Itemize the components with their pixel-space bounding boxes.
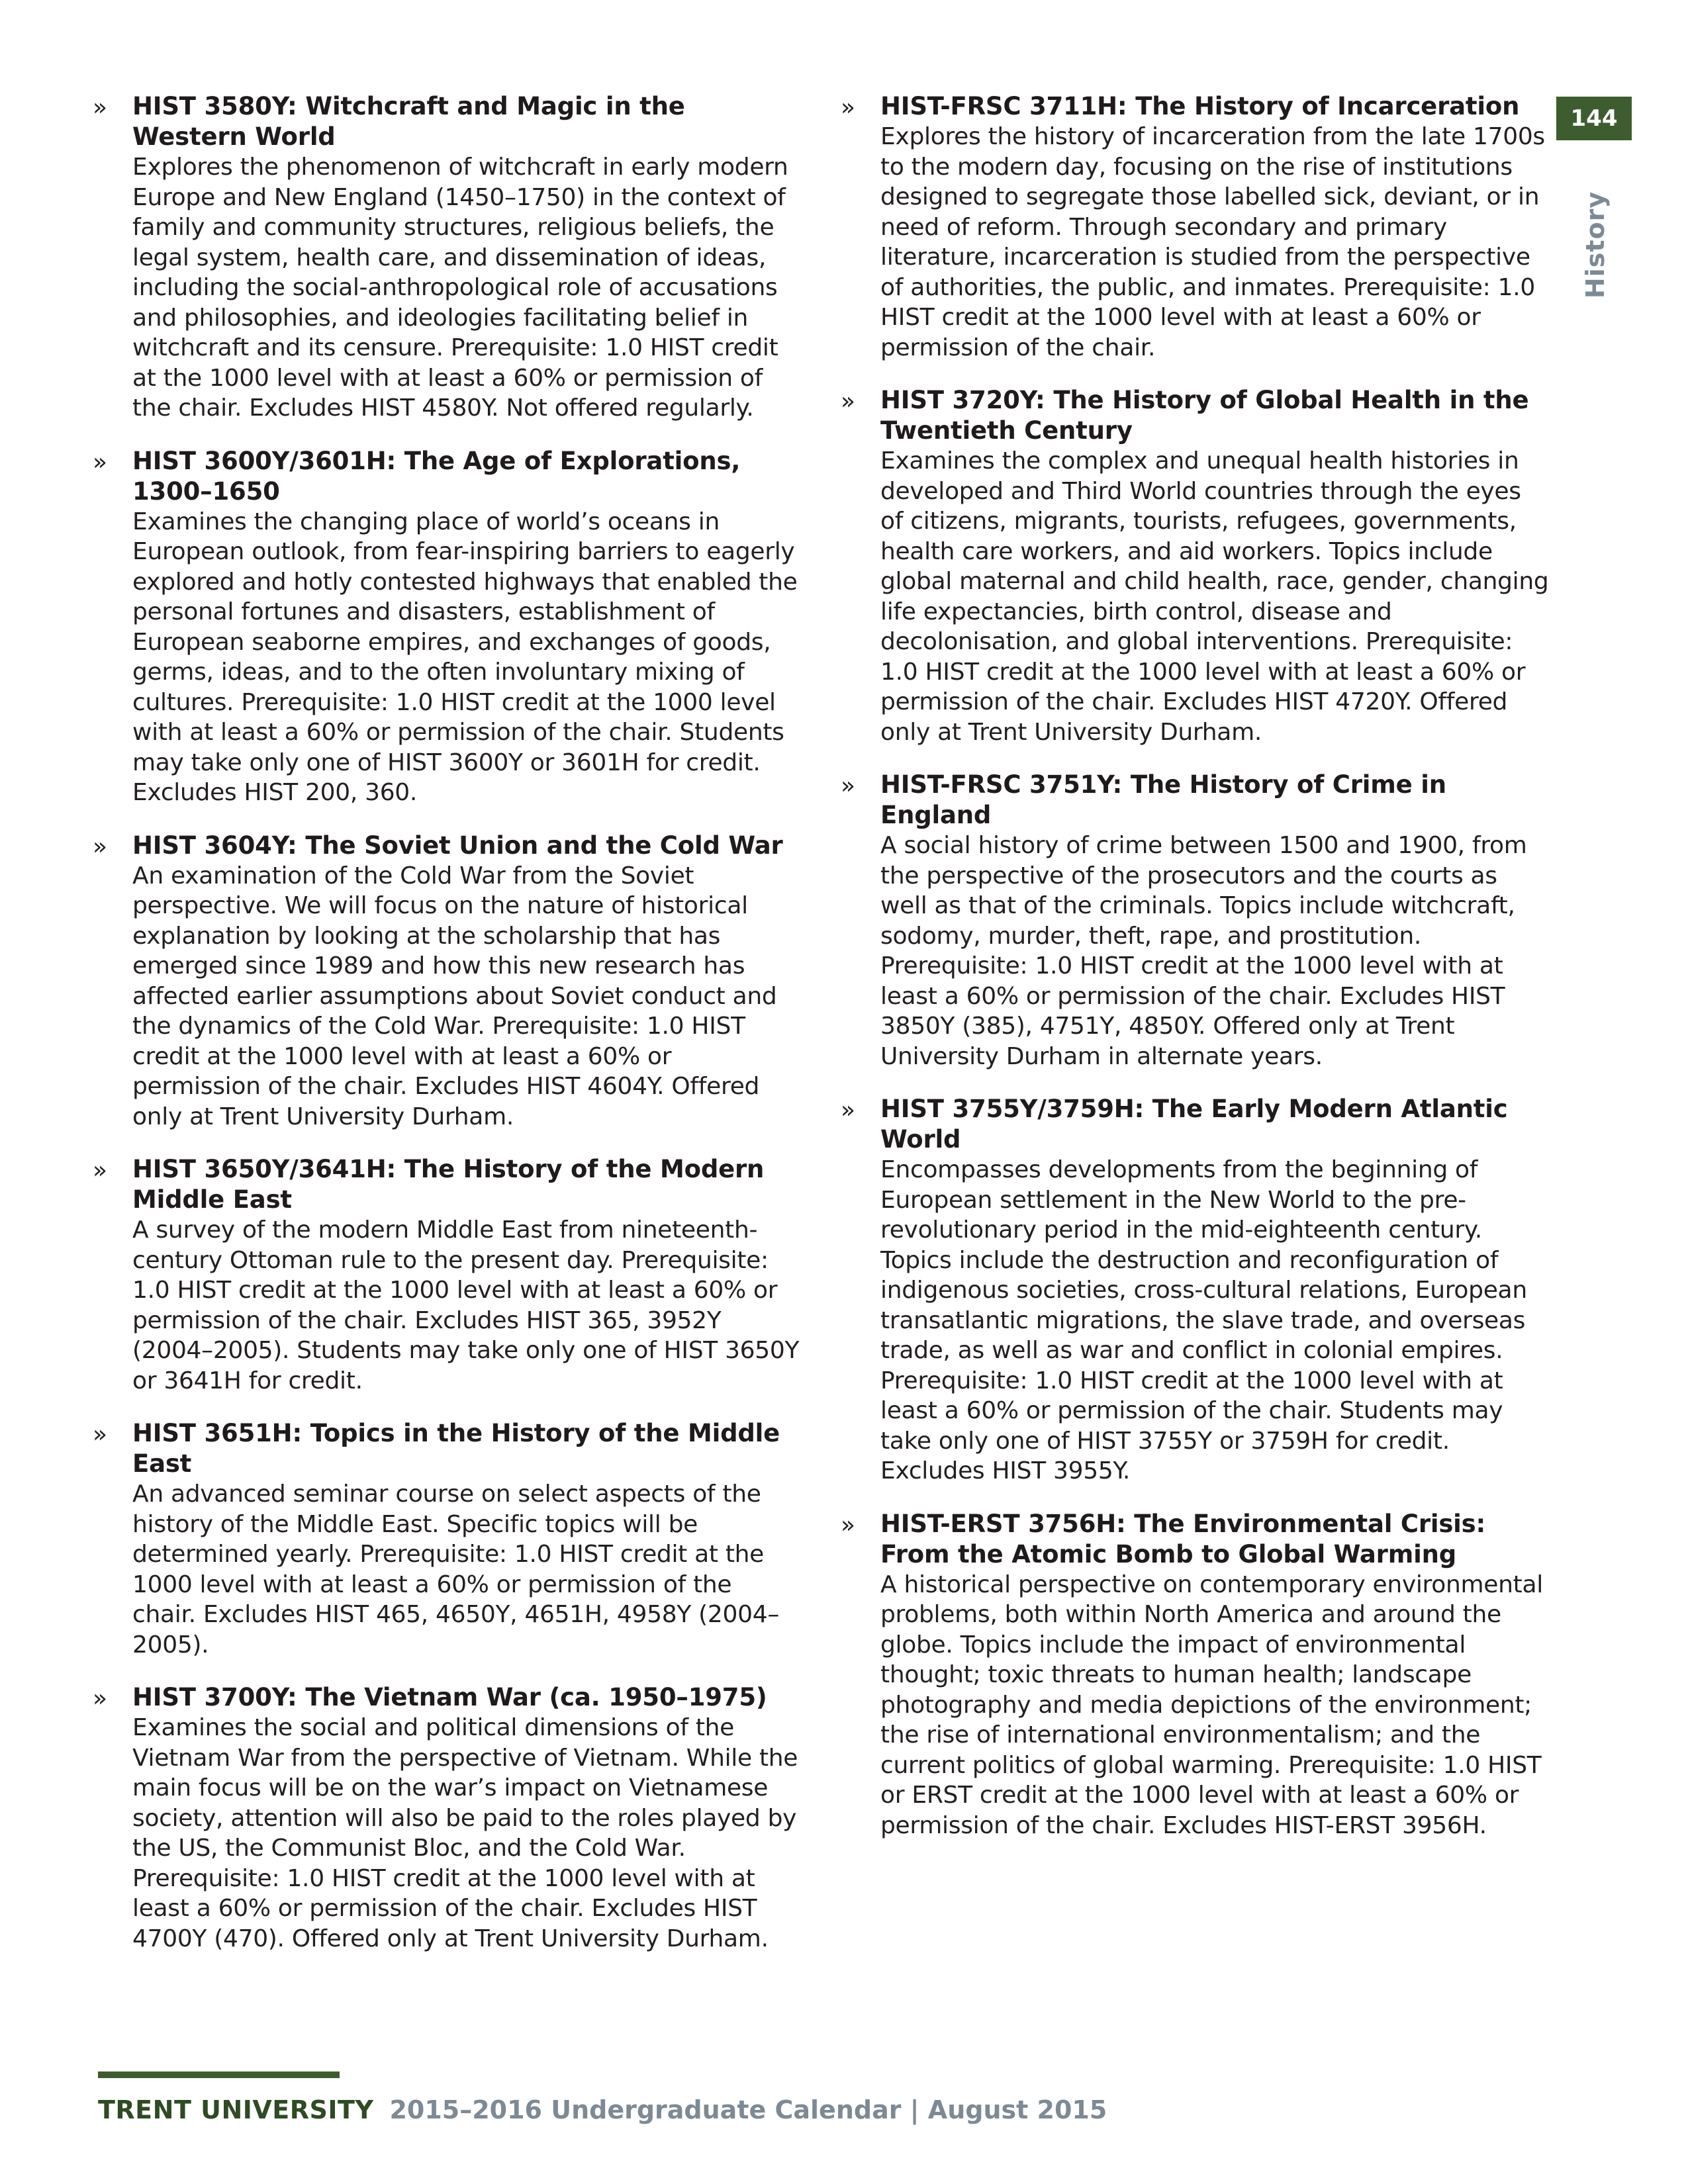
course-title: HIST 3580Y: Witchcraft and Magic in the Western World	[132, 92, 685, 151]
bullet-icon: »	[841, 94, 856, 121]
course-description: Explores the history of incarceration from the late 1700s to the modern day, focusing on the rise of institutions designed to segregate those labelled sick, deviant, or in need of reform. Through secondary and primary literature, incarceration is studied from the perspective of authorities, the public, and inmates. Prerequisite: 1.0 HIST credit at the 1000 level with at least a 60% or permission of the chair.	[880, 123, 1545, 361]
course-title: HIST 3604Y: The Soviet Union and the Cold War	[132, 831, 783, 860]
footer-rule	[98, 2071, 340, 2078]
course-entry	[93, 91, 801, 424]
footer-university: TRENT UNIVERSITY	[98, 2095, 374, 2124]
course-description: Examines the social and political dimensions of the Vietnam War from the perspective of Vietnam. While the main focus will be on the war’s impact on Vietnamese society, attention will also be paid to the roles played by the US, the Communist Bloc, and the Cold War. Prerequisite: 1.0 HIST credit at the 1000 level with at least a 60% or permission of the chair. Excludes HIST 4700Y (470). Offered only at Trent University Durham.	[132, 1714, 798, 1952]
bullet-icon: »	[93, 448, 108, 476]
course-entry	[841, 385, 1549, 747]
section-tab-label: History	[1581, 191, 1610, 299]
course-entry	[841, 770, 1549, 1071]
course-entry	[841, 1509, 1549, 1841]
course-description: A historical perspective on contemporary environmental problems, both within North America and around the globe. Topics include the impact of environmental thought; toxic threats to human health; landscape photography and media depictions of the environment; the rise of international environmentalism; and the current politics of global warming. Prerequisite: 1.0 HIST or ERST credit at the 1000 level with at least a 60% or permission of the chair. Excludes HIST-ERST 3956H.	[880, 1570, 1543, 1839]
bullet-icon: »	[841, 1097, 856, 1124]
footer	[98, 2090, 1107, 2130]
course-description: Examines the complex and unequal health histories in developed and Third World countries through the eyes of citizens, migrants, tourists, refugees, governments, health care workers, and aid workers. Topics include global maternal and child health, race, gender, changing life expectancies, birth control, disease and decolonisation, and global interventions. Prerequisite: 1.0 HIST credit at the 1000 level with at least a 60% or permission of the chair. Excludes HIST 4720Y. Offered only at Trent University Durham.	[880, 447, 1549, 746]
course-title: HIST 3755Y/3759H: The Early Modern Atlantic World	[880, 1095, 1508, 1154]
left-column	[93, 91, 801, 1976]
bullet-icon: »	[93, 833, 108, 860]
course-title: HIST 3600Y/3601H: The Age of Explorations, 1300–1650	[132, 446, 741, 506]
course-description: An advanced seminar course on select aspects of the history of the Middle East. Specific topics will be determined yearly. Prerequisite: 1.0 HIST credit at the 1000 level with at least a 60% or permission of the chair. Excludes HIST 465, 4650Y, 4651H, 4958Y (2004–2005).	[132, 1480, 780, 1659]
course-entry	[841, 1094, 1549, 1486]
course-title: HIST 3650Y/3641H: The History of the Modern Middle East	[132, 1155, 765, 1214]
course-description: Examines the changing place of world’s oceans in European outlook, from fear-inspiring barriers to eagerly explored and hotly contested highways that enabled the personal fortunes and disasters, establishment of European seaborne empires, and exchanges of goods, germs, ideas, and to the often involuntary mixing of cultures. Prerequisite: 1.0 HIST credit at the 1000 level with at least a 60% or permission of the chair. Students may take only one of HIST 3600Y or 3601H for credit. Excludes HIST 200, 360.	[132, 508, 798, 806]
course-entry	[841, 91, 1549, 363]
bullet-icon: »	[93, 1685, 108, 1712]
bullet-icon: »	[841, 1511, 856, 1539]
course-description: An examination of the Cold War from the Soviet perspective. We will focus on the nature of historical explanation by looking at the scholarship that has emerged since 1989 and how this new research has affected earlier assumptions about Soviet conduct and the dynamics of the Cold War. Prerequisite: 1.0 HIST credit at the 1000 level with at least a 60% or permission of the chair. Excludes HIST 4604Y. Offered only at Trent University Durham.	[132, 862, 777, 1130]
course-entry	[93, 1418, 801, 1660]
course-entry	[93, 1682, 801, 1954]
course-title: HIST 3700Y: The Vietnam War (ca. 1950–1975)	[132, 1683, 767, 1711]
bullet-icon: »	[93, 1157, 108, 1184]
course-entry	[93, 1154, 801, 1396]
course-title: HIST-FRSC 3711H: The History of Incarceration	[880, 92, 1520, 120]
page-number-badge: 144	[1556, 97, 1632, 140]
course-description: A survey of the modern Middle East from nineteenth-century Ottoman rule to the present day. Prerequisite: 1.0 HIST credit at the 1000 level with at least a 60% or permission of the chair. Excludes HIST 365, 3952Y (2004–2005). Students may take only one of HIST 3650Y or 3641H for credit.	[132, 1216, 800, 1394]
course-description: Explores the phenomenon of witchcraft in early modern Europe and New England (1450–1750) in the context of family and community structures, religious beliefs, the legal system, health care, and dissemination of ideas, including the social-anthropological role of accusations and philosophies, and ideologies facilitating belief in witchcraft and its censure. Prerequisite: 1.0 HIST credit at the 1000 level with at least a 60% or permission of the chair. Excludes HIST 4580Y. Not offered regularly.	[132, 154, 788, 422]
right-column	[841, 91, 1549, 1863]
course-title: HIST 3651H: Topics in the History of the Middle East	[132, 1419, 780, 1478]
course-title: HIST 3720Y: The History of Global Health in the Twentieth Century	[880, 386, 1529, 445]
course-title: HIST-ERST 3756H: The Environmental Crisis: From the Atomic Bomb to Global Warming	[880, 1509, 1486, 1569]
course-title: HIST-FRSC 3751Y: The History of Crime in England	[880, 770, 1446, 829]
course-entry	[93, 446, 801, 808]
bullet-icon: »	[93, 1421, 108, 1448]
course-description: A social history of crime between 1500 and 1900, from the perspective of the prosecutors and the courts as well as that of the criminals. Topics include witchcraft, sodomy, murder, theft, rape, and prostitution. Prerequisite: 1.0 HIST credit at the 1000 level with at least a 60% or permission of the chair. Excludes HIST 3850Y (385), 4751Y, 4850Y. Offered only at Trent University Durham in alternate years.	[880, 832, 1527, 1070]
bullet-icon: »	[841, 388, 856, 415]
footer-calendar: 2015–2016 Undergraduate Calendar | August 2015	[389, 2095, 1107, 2124]
course-entry	[93, 831, 801, 1132]
section-tab	[1569, 191, 1622, 299]
course-description: Encompasses developments from the beginning of European settlement in the New World to the pre-revolutionary period in the mid-eighteenth century. Topics include the destruction and reconfiguration of indigenous societies, cross-cultural relations, European transatlantic migrations, the slave trade, and overseas trade, as well as war and conflict in colonial empires. Prerequisite: 1.0 HIST credit at the 1000 level with at least a 60% or permission of the chair. Students may take only one of HIST 3755Y or 3759H for credit. Excludes HIST 3955Y.	[880, 1156, 1527, 1484]
bullet-icon: »	[841, 772, 856, 799]
bullet-icon: »	[93, 94, 108, 121]
